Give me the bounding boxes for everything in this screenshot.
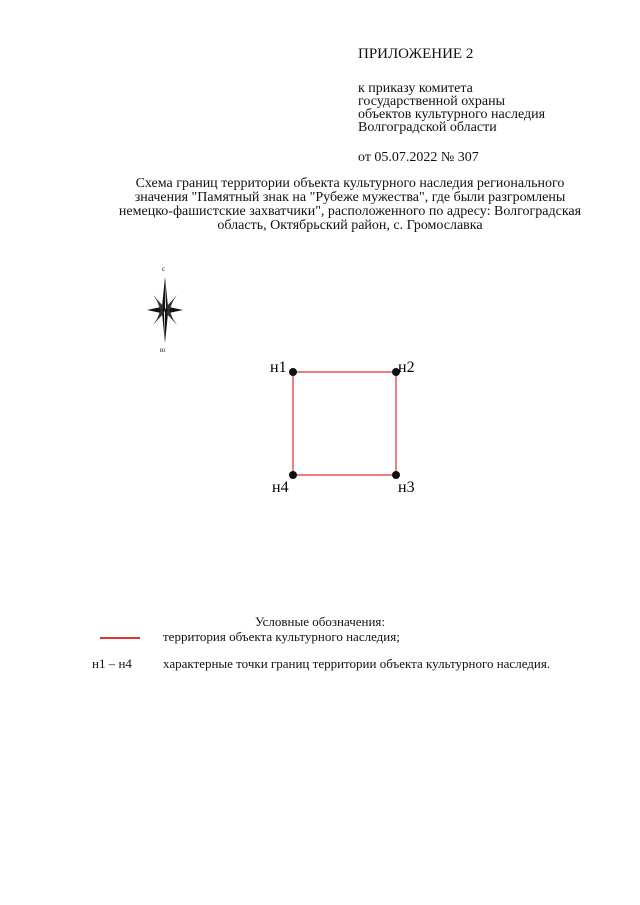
boundary-point (392, 471, 400, 479)
boundary-point (289, 368, 297, 376)
appendix-title: ПРИЛОЖЕНИЕ 2 (358, 46, 474, 62)
compass-south-label: ю (160, 346, 166, 354)
point-label-n4: н4 (272, 479, 289, 496)
legend-item-territory: территория объекта культурного наследия; (163, 629, 400, 644)
point-label-n1: н1 (270, 359, 287, 376)
order-line: объектов культурного наследия (358, 107, 546, 122)
scheme-title-line: область, Октябрьский район, с. Громославка (217, 218, 483, 233)
point-label-n3: н3 (398, 479, 415, 496)
point-label-n2: н2 (398, 359, 415, 376)
order-line: к приказу комитета (358, 81, 473, 96)
order-line: государственной охраны (358, 94, 506, 109)
scheme-title-line: Схема границ территории объекта культурного наследия регионального (135, 176, 565, 191)
order-date: от 05.07.2022 № 307 (358, 150, 479, 165)
scheme-title-line: значения "Памятный знак на "Рубеже мужества", где были разгромлены (134, 190, 566, 205)
scheme-title-line: немецко-фашистские захватчики", расположенного по адресу: Волгоградская (118, 204, 582, 219)
territory-boundary (293, 372, 396, 475)
order-line: Волгоградской области (358, 120, 497, 135)
scheme-title (60, 177, 640, 233)
boundary-map (270, 355, 430, 500)
legend-title: Условные обозначения: (254, 614, 386, 629)
compass-rose-icon (147, 277, 183, 343)
legend-red-line-symbol (100, 637, 140, 639)
compass-north-label: с (162, 265, 166, 273)
legend-item-points: характерные точки границ территории объекта культурного наследия. (163, 656, 551, 671)
boundary-point (289, 471, 297, 479)
legend-item-points-symbol: н1 – н4 (92, 656, 132, 671)
order-reference (358, 82, 545, 134)
